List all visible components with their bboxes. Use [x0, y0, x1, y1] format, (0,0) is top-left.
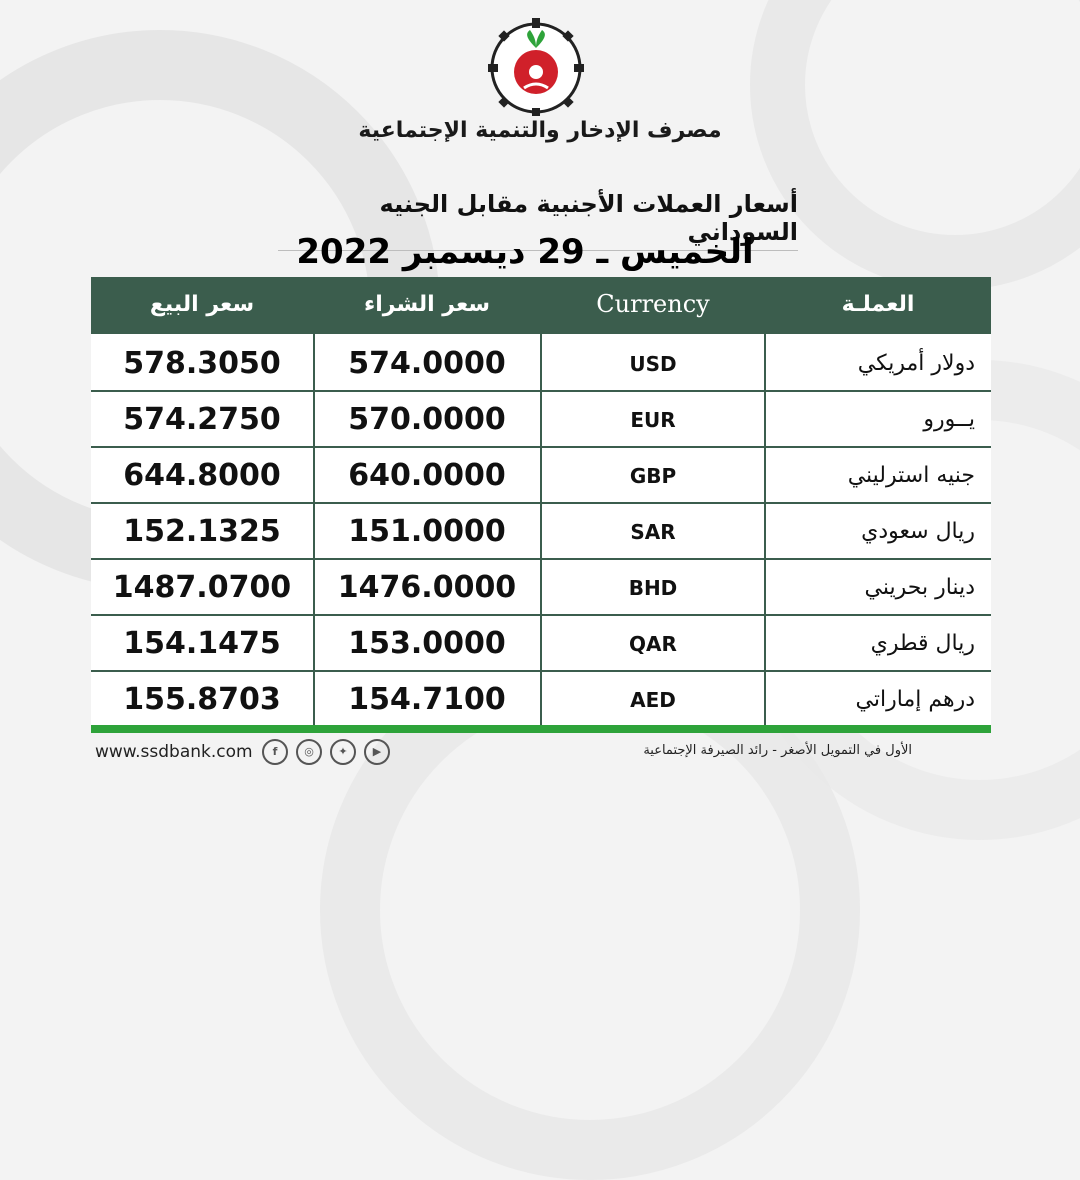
instagram-icon[interactable]: ◎	[296, 739, 322, 765]
buy-rate: 640.0000	[348, 458, 506, 493]
bank-logo	[484, 12, 588, 116]
sell-rate: 152.1325	[123, 514, 281, 549]
currency-code: USD	[629, 352, 677, 376]
currency-code: AED	[630, 688, 676, 712]
page-date: الخميس ـ 29 ديسمبر 2022	[296, 232, 754, 272]
column-divider	[764, 334, 766, 727]
currency-code: EUR	[630, 408, 676, 432]
currency-code: GBP	[629, 464, 677, 488]
table-bottom-bar	[91, 725, 991, 733]
buy-rate: 1476.0000	[337, 570, 517, 605]
buy-rate: 574.0000	[348, 346, 506, 381]
header-currency-name: العملـة	[841, 292, 915, 317]
buy-rate: 570.0000	[348, 402, 506, 437]
currency-name: يــورو	[923, 407, 975, 432]
sell-rate: 574.2750	[123, 402, 281, 437]
page-subtitle: أسعار العملات الأجنبية مقابل الجنيه السوداني	[278, 190, 798, 251]
facebook-icon[interactable]: f	[262, 739, 288, 765]
website-link[interactable]: www.ssdbank.com	[95, 742, 253, 762]
column-divider	[540, 334, 542, 727]
header-currency: Currency	[596, 290, 710, 318]
currency-code: BHD	[628, 576, 678, 600]
buy-rate: 151.0000	[348, 514, 506, 549]
currency-name: ريال قطري	[870, 631, 975, 656]
header-buy-rate: سعر الشراء	[363, 292, 491, 317]
currency-name: ريال سعودي	[861, 519, 975, 544]
currency-code: QAR	[629, 632, 677, 656]
sell-rate: 578.3050	[123, 346, 281, 381]
currency-name: دينار بحريني	[864, 575, 975, 600]
sell-rate: 1487.0700	[112, 570, 292, 605]
footer-slogan: الأول في التمويل الأصغر - رائد الصيرفة الإجتماعية	[643, 743, 912, 758]
sell-rate: 644.8000	[123, 458, 281, 493]
exchange-rates-table	[91, 277, 991, 733]
currency-name: دولار أمريكي	[857, 351, 975, 376]
twitter-icon[interactable]: ✦	[330, 739, 356, 765]
table-header	[91, 277, 991, 332]
currency-name: درهم إماراتي	[855, 687, 975, 712]
table-body	[91, 332, 991, 727]
column-divider	[313, 334, 315, 727]
currency-code: SAR	[630, 520, 676, 544]
background-gear-top-right	[750, 0, 1080, 290]
buy-rate: 154.7100	[348, 682, 506, 717]
youtube-icon[interactable]: ▶	[364, 739, 390, 765]
currency-name: جنيه استرليني	[847, 463, 975, 488]
bank-name: مصرف الإدخار والتنمية الإجتماعية	[358, 118, 722, 143]
sell-rate: 154.1475	[123, 626, 281, 661]
buy-rate: 153.0000	[348, 626, 506, 661]
header-sell-rate: سعر البيع	[149, 292, 255, 317]
sell-rate: 155.8703	[123, 682, 281, 717]
